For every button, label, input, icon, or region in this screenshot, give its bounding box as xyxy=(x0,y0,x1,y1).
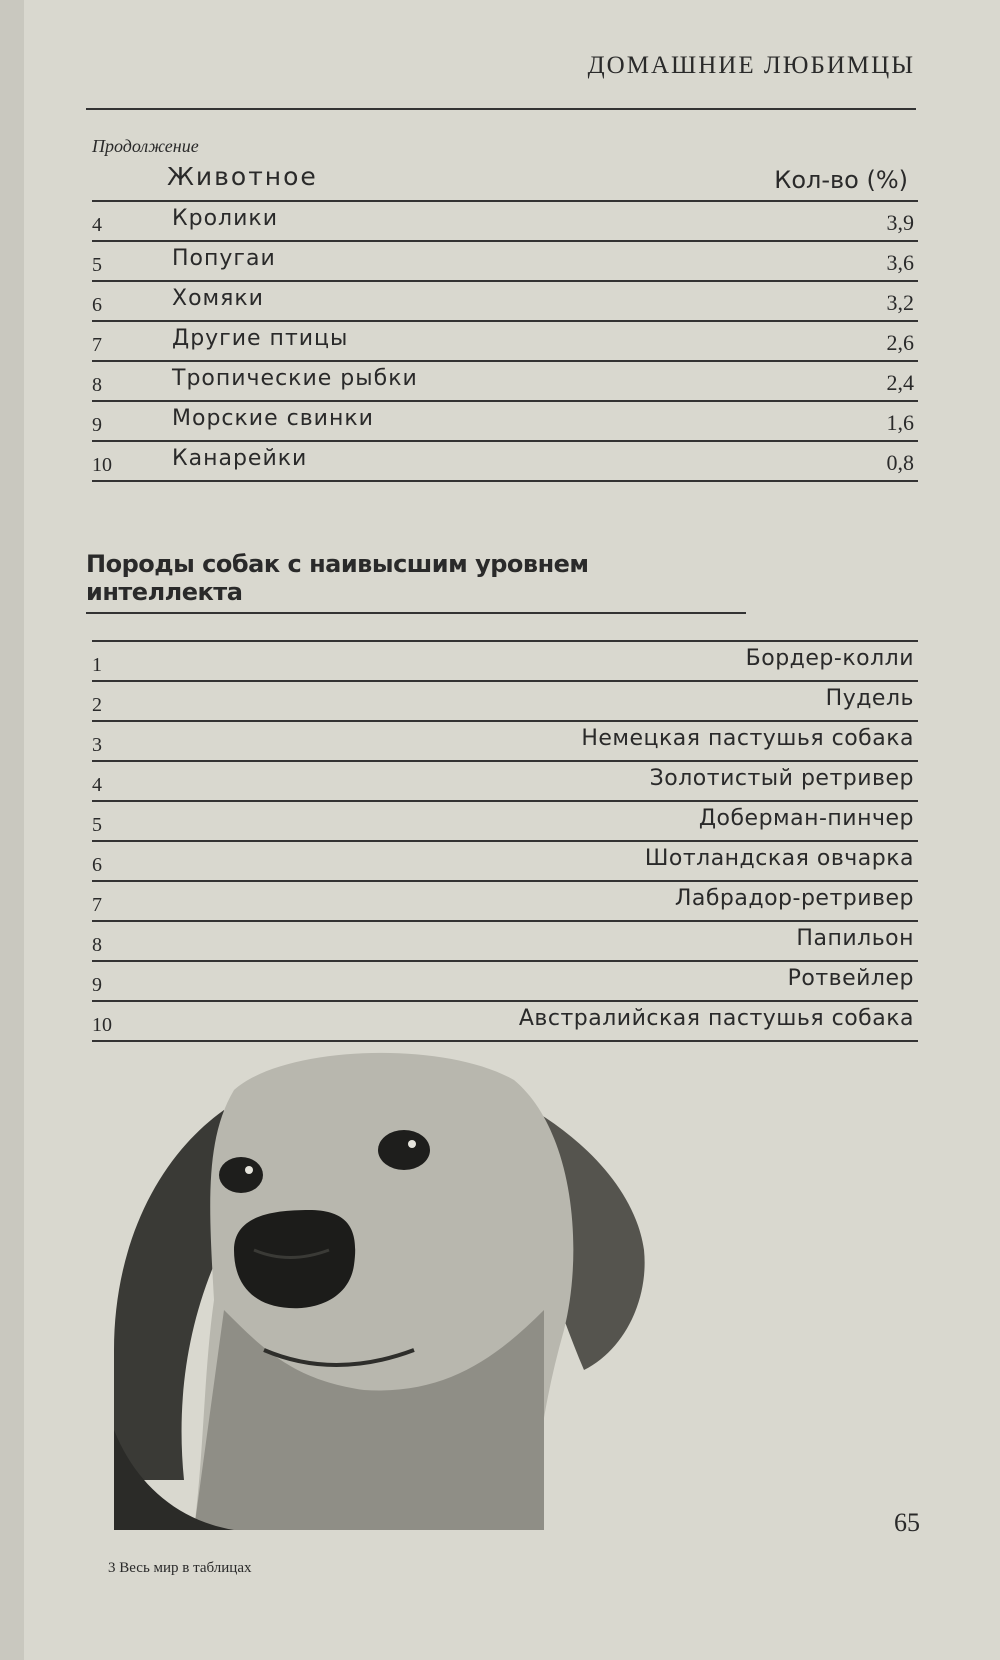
rank: 5 xyxy=(92,254,102,276)
rank: 4 xyxy=(92,774,102,796)
header-rule xyxy=(86,108,916,110)
dog-eye-left xyxy=(219,1157,263,1193)
table-row xyxy=(92,802,918,842)
dog-eye-right xyxy=(378,1130,430,1170)
table-row xyxy=(92,722,918,762)
table-row xyxy=(92,842,918,882)
table-row xyxy=(92,442,918,482)
animal-name: Кролики xyxy=(172,206,278,231)
rank: 10 xyxy=(92,454,112,476)
adjacent-page-edge xyxy=(0,0,24,1660)
column-animal: Животное xyxy=(167,162,318,191)
breed-name: Пудель xyxy=(825,686,914,711)
rank: 9 xyxy=(92,414,102,436)
rank: 8 xyxy=(92,374,102,396)
breed-name: Немецкая пастушья собака xyxy=(581,726,914,751)
animal-name: Хомяки xyxy=(172,286,264,311)
rank: 5 xyxy=(92,814,102,836)
rank: 2 xyxy=(92,694,102,716)
table-row xyxy=(92,322,918,362)
rank: 4 xyxy=(92,214,102,236)
table-row xyxy=(92,642,918,682)
table-row xyxy=(92,202,918,242)
rank: 6 xyxy=(92,294,102,316)
table-row xyxy=(92,282,918,322)
signature-mark: 3 Весь мир в таблицах xyxy=(108,1560,252,1576)
breed-name: Лабрадор-ретривер xyxy=(674,886,914,911)
rank: 7 xyxy=(92,334,102,356)
percent-value: 2,6 xyxy=(886,330,914,355)
table-row xyxy=(92,682,918,722)
table-row xyxy=(92,402,918,442)
pets-table xyxy=(92,136,918,482)
continuation-label: Продолжение xyxy=(92,136,199,156)
percent-value: 1,6 xyxy=(886,410,914,435)
page-number: 65 xyxy=(894,1508,920,1537)
dog-breeds-table xyxy=(92,640,918,1042)
table-row xyxy=(92,962,918,1002)
percent-value: 2,4 xyxy=(886,370,914,395)
animal-name: Попугаи xyxy=(172,246,276,271)
percent-value: 3,2 xyxy=(886,290,914,315)
table-row xyxy=(92,762,918,802)
table-row xyxy=(92,922,918,962)
breed-name: Ротвейлер xyxy=(787,966,914,991)
dog-photo xyxy=(114,1050,684,1530)
rank: 1 xyxy=(92,654,102,676)
rank: 9 xyxy=(92,974,102,996)
running-title: ДОМАШНИЕ ЛЮБИМЦЫ xyxy=(587,52,915,79)
rank: 7 xyxy=(92,894,102,916)
dogs-section-title: Породы собак с наивысшим уровнем интеллекта xyxy=(86,550,746,614)
rank: 3 xyxy=(92,734,102,756)
table-row xyxy=(92,362,918,402)
table-row xyxy=(92,242,918,282)
table-row xyxy=(92,1002,918,1042)
pets-table-header xyxy=(92,158,918,202)
animal-name: Другие птицы xyxy=(172,326,349,351)
breed-name: Австралийская пастушья собака xyxy=(518,1006,914,1031)
breed-name: Бордер-колли xyxy=(745,646,914,671)
breed-name: Папильон xyxy=(796,926,914,951)
animal-name: Морские свинки xyxy=(172,406,374,431)
animal-name: Тропические рыбки xyxy=(172,366,418,391)
breed-name: Доберман-пинчер xyxy=(698,806,914,831)
book-page xyxy=(24,0,1000,1660)
percent-value: 3,9 xyxy=(886,210,914,235)
rank: 10 xyxy=(92,1014,112,1036)
rank: 6 xyxy=(92,854,102,876)
table-row xyxy=(92,882,918,922)
dog-nose xyxy=(234,1210,355,1308)
rank: 8 xyxy=(92,934,102,956)
percent-value: 0,8 xyxy=(886,450,914,475)
column-count: Кол-во (%) xyxy=(774,166,908,194)
percent-value: 3,6 xyxy=(886,250,914,275)
breed-name: Шотландская овчарка xyxy=(644,846,914,871)
animal-name: Канарейки xyxy=(172,446,308,471)
breed-name: Золотистый ретривер xyxy=(649,766,914,791)
